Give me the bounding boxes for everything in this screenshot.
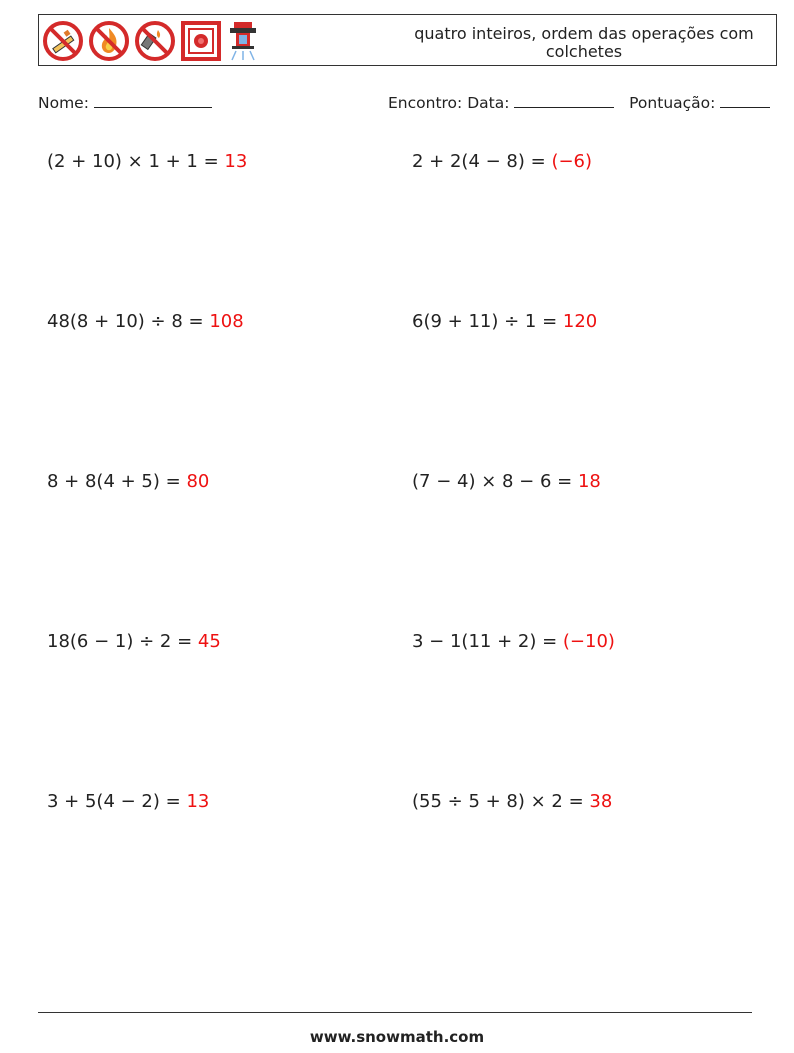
problem-expression: 8 + 8(4 + 5) = xyxy=(47,471,181,492)
no-lighter-icon xyxy=(134,20,176,62)
footer-url: www.snowmath.com xyxy=(309,1028,485,1046)
date-blank[interactable] xyxy=(514,93,614,108)
safety-icons xyxy=(42,19,260,63)
score-blank[interactable] xyxy=(720,93,770,108)
problem-8 xyxy=(412,631,615,652)
problem-6 xyxy=(412,471,601,492)
problem-expression: (7 − 4) × 8 − 6 = xyxy=(412,471,573,492)
problem-answer: (−10) xyxy=(562,631,615,652)
problem-expression: 18(6 − 1) ÷ 2 = xyxy=(47,631,193,652)
name-field xyxy=(38,93,212,112)
problem-expression: (2 + 10) × 1 + 1 = xyxy=(47,151,219,172)
session-field xyxy=(388,93,770,112)
session-label: Encontro: Data: xyxy=(388,94,510,112)
problem-2 xyxy=(412,151,592,172)
problem-3 xyxy=(47,311,244,332)
problem-10 xyxy=(412,791,612,812)
problem-1 xyxy=(47,151,247,172)
problem-expression: 3 + 5(4 − 2) = xyxy=(47,791,181,812)
problem-answer: 18 xyxy=(577,471,601,492)
problem-expression: 48(8 + 10) ÷ 8 = xyxy=(47,311,204,332)
name-blank[interactable] xyxy=(94,93,212,108)
problem-expression: 2 + 2(4 − 8) = xyxy=(412,151,546,172)
problem-4 xyxy=(412,311,597,332)
score-label: Pontuação: xyxy=(629,94,716,112)
problem-expression: 6(9 + 11) ÷ 1 = xyxy=(412,311,558,332)
problem-answer: 13 xyxy=(186,791,210,812)
problem-answer: 120 xyxy=(562,311,598,332)
problem-expression: 3 − 1(11 + 2) = xyxy=(412,631,558,652)
problem-answer: 45 xyxy=(197,631,221,652)
no-smoking-icon xyxy=(42,20,84,62)
problem-7 xyxy=(47,631,221,652)
fire-extinguisher-icon xyxy=(226,20,260,62)
footer-divider xyxy=(38,1012,752,1013)
problem-answer: 38 xyxy=(589,791,613,812)
problem-answer: (−6) xyxy=(551,151,593,172)
problem-9 xyxy=(47,791,209,812)
problem-expression: (55 ÷ 5 + 8) × 2 = xyxy=(412,791,584,812)
no-fire-icon xyxy=(88,20,130,62)
problem-answer: 80 xyxy=(186,471,210,492)
worksheet-header xyxy=(38,14,777,66)
problem-answer: 108 xyxy=(209,311,244,332)
problem-answer: 13 xyxy=(224,151,248,172)
problem-5 xyxy=(47,471,209,492)
worksheet-title: quatro inteiros, ordem das operações com colchetes xyxy=(414,24,754,61)
fire-alarm-button-icon xyxy=(180,20,222,62)
name-label: Nome: xyxy=(38,94,89,112)
